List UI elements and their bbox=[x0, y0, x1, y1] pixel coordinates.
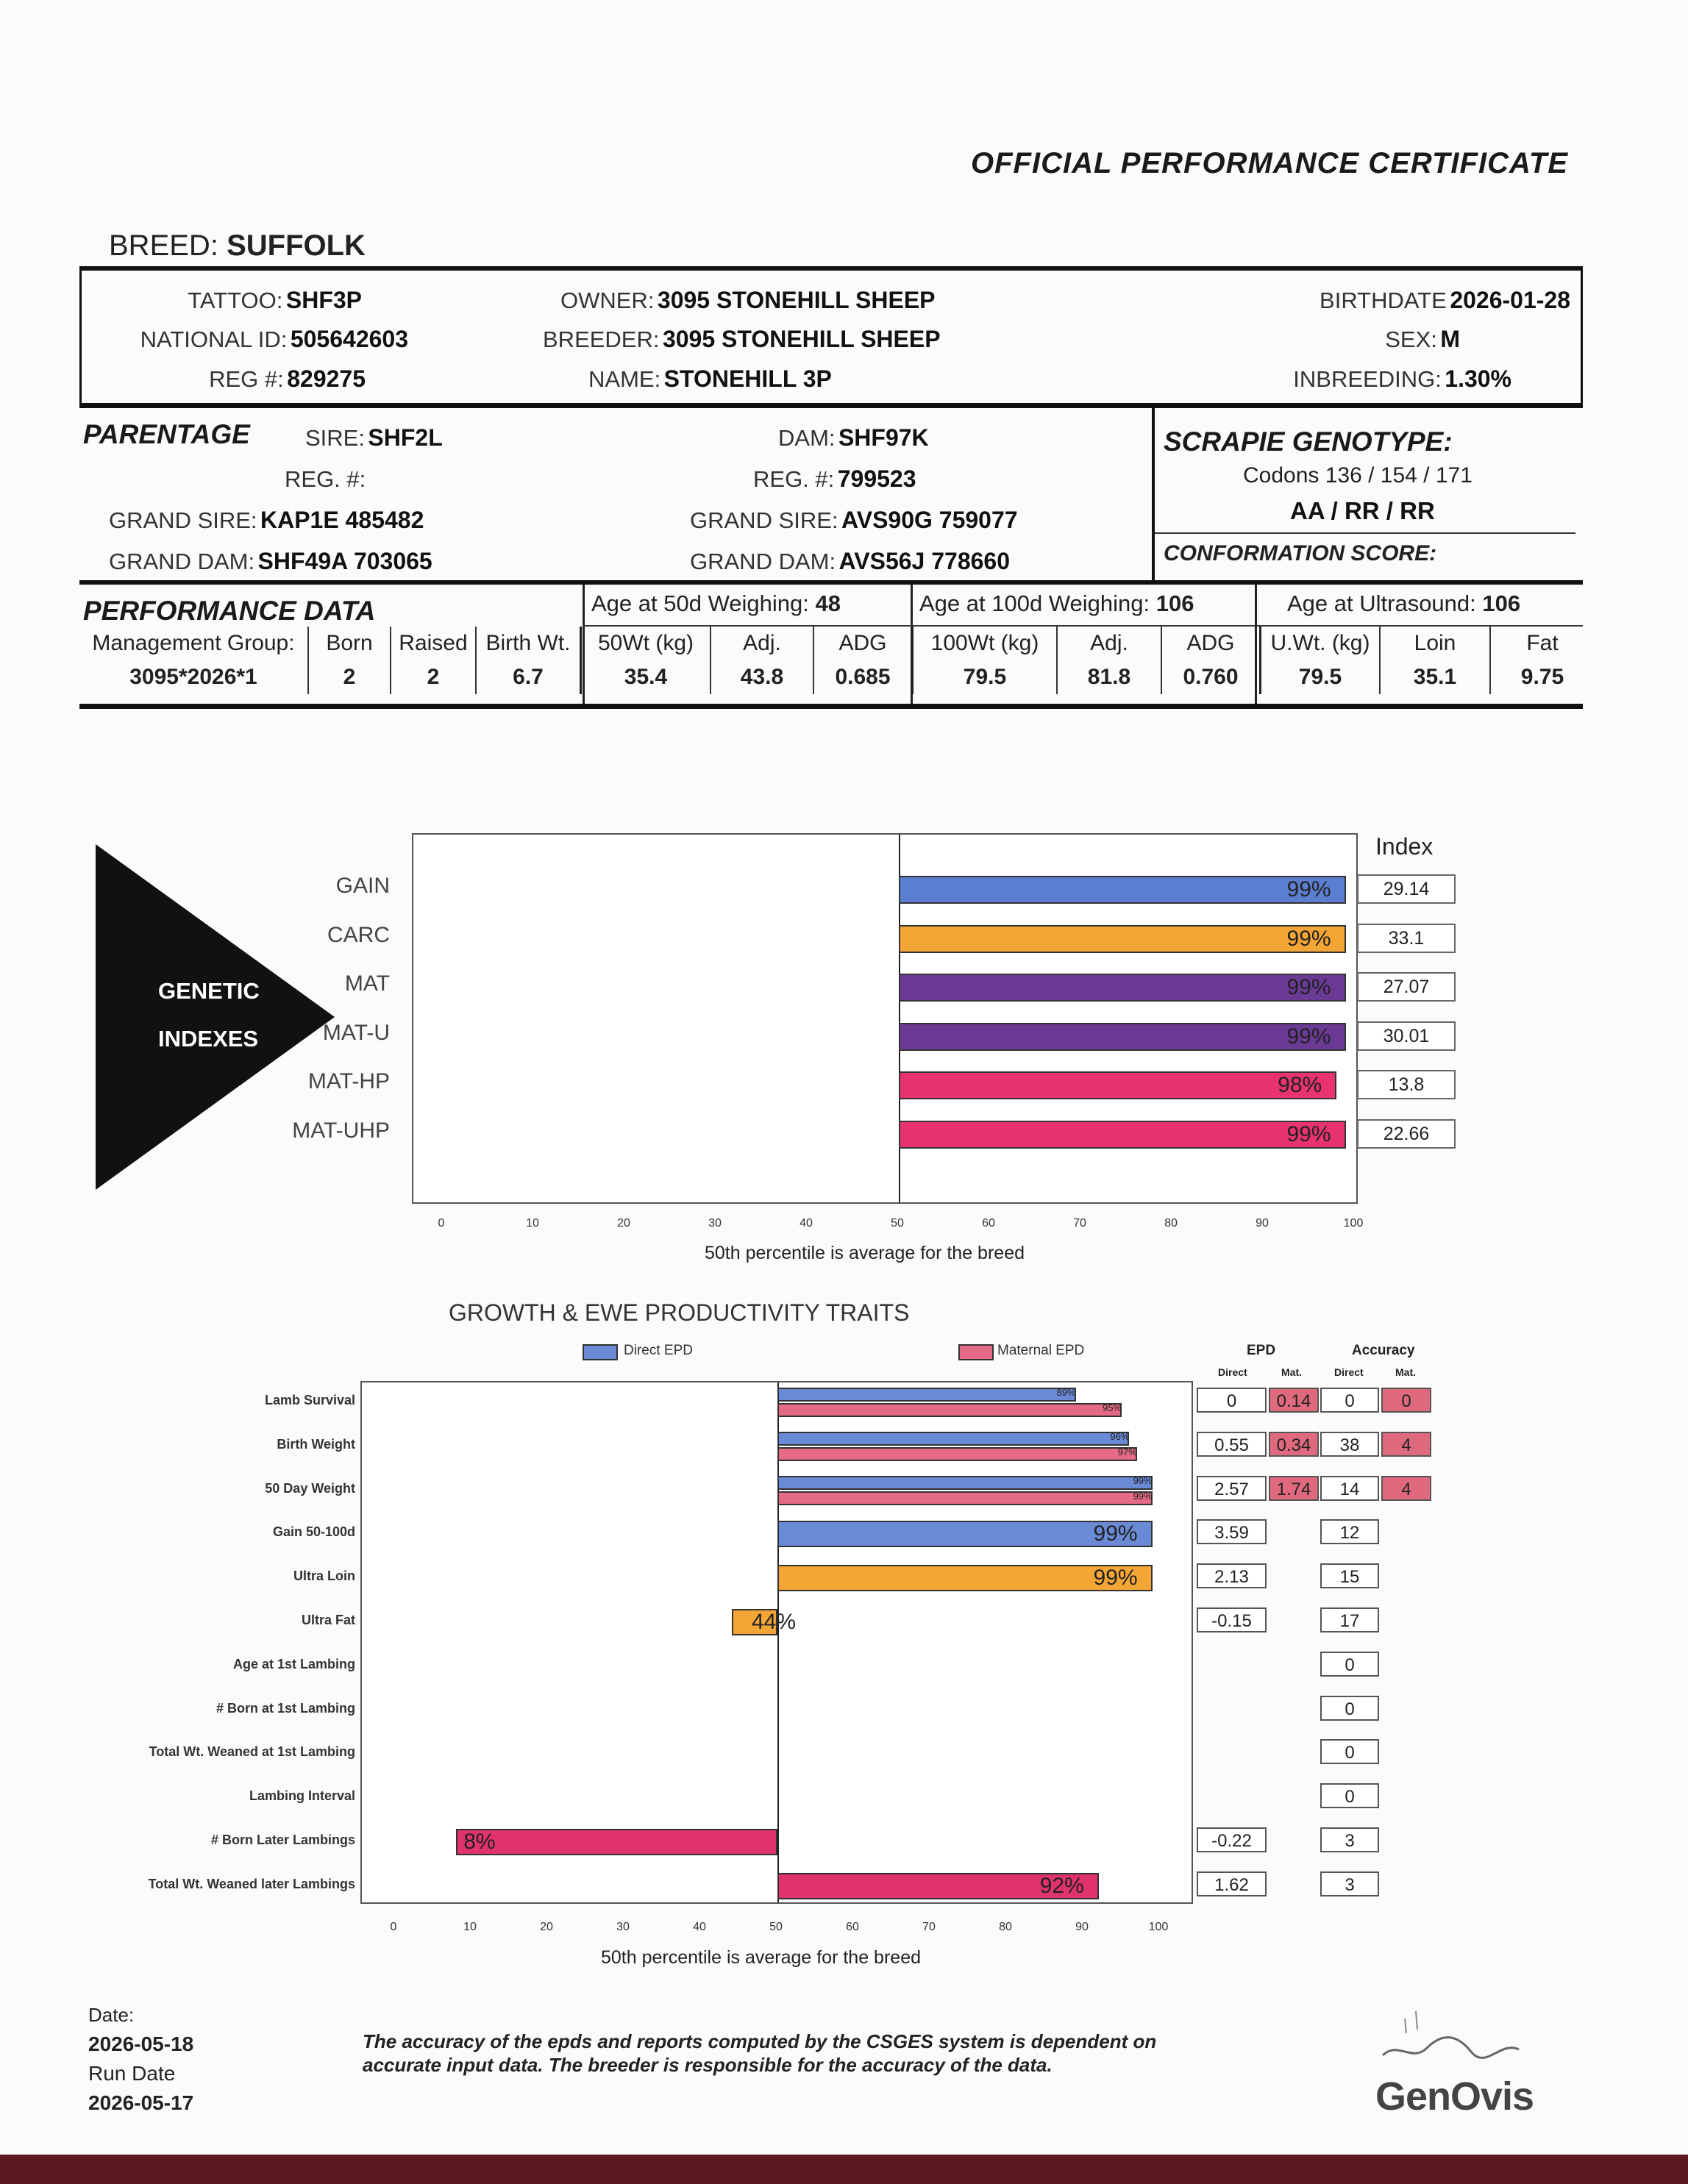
table-cell: 0.685 bbox=[813, 660, 913, 694]
badge-line2: INDEXES bbox=[158, 1026, 259, 1052]
x-tick-label: 20 bbox=[617, 1217, 630, 1230]
trait-label: Ultra Loin bbox=[293, 1569, 355, 1584]
table-cell: 2 bbox=[308, 660, 391, 694]
index-value: 30.01 bbox=[1357, 1021, 1456, 1051]
bottom-edge bbox=[0, 2155, 1688, 2184]
acc-maternal-cell: 4 bbox=[1381, 1476, 1431, 1501]
index-bar-label: 99% bbox=[1286, 1024, 1331, 1049]
x-tick-label: 90 bbox=[1075, 1921, 1089, 1933]
acc-direct-cell: 17 bbox=[1320, 1607, 1379, 1632]
acc-direct-cell: 0 bbox=[1320, 1783, 1379, 1808]
badge-line1: GENETIC bbox=[158, 978, 260, 1004]
growth-footnote: 50th percentile is average for the breed bbox=[601, 1947, 921, 1968]
trait-label: Birth Weight bbox=[277, 1436, 355, 1452]
table-header: 50Wt (kg) bbox=[581, 627, 711, 660]
index-value: 33.1 bbox=[1357, 924, 1456, 953]
trait-label: # Born at 1st Lambing bbox=[216, 1700, 355, 1716]
epd-direct-cell: 0.55 bbox=[1197, 1432, 1267, 1457]
table-header: Fat bbox=[1526, 631, 1559, 655]
direct-bar-label: 96% bbox=[1110, 1430, 1130, 1442]
left-border bbox=[79, 271, 82, 404]
x-tick-label: 80 bbox=[1164, 1217, 1178, 1230]
table-cell: 81.8 bbox=[1057, 660, 1161, 694]
table-cell: 79.5 bbox=[913, 660, 1058, 694]
parentage-title: PARENTAGE bbox=[83, 419, 250, 449]
maternal-bar-label: 95% bbox=[1102, 1402, 1122, 1413]
breed-line bbox=[109, 229, 366, 263]
scrapie-divider bbox=[1152, 408, 1155, 581]
x-tick-label: 60 bbox=[982, 1217, 995, 1230]
index-bar-label: 99% bbox=[1286, 1121, 1331, 1146]
sire-row: SIRE: SHF2L bbox=[305, 424, 443, 451]
national-id-row: NATIONAL ID: 505642603 bbox=[140, 326, 408, 352]
dates-block bbox=[88, 2000, 193, 2118]
owner-value: 3095 STONEHILL SHEEP bbox=[657, 287, 936, 313]
table-header: Raised bbox=[391, 627, 476, 660]
x-tick-label: 40 bbox=[800, 1217, 813, 1230]
index-bar-label: 99% bbox=[1286, 926, 1331, 951]
x-tick-label: 10 bbox=[526, 1217, 539, 1230]
dam-value: SHF97K bbox=[838, 424, 929, 451]
table-header: Born bbox=[308, 627, 391, 660]
table-cell: 9.75 bbox=[1520, 665, 1564, 689]
table-header: Management Group: bbox=[79, 627, 308, 660]
table-cell: 35.4 bbox=[581, 660, 711, 694]
x-tick-label: 80 bbox=[999, 1921, 1012, 1933]
growth-title: GROWTH & EWE PRODUCTIVITY TRAITS bbox=[449, 1299, 910, 1326]
growth-plot bbox=[362, 1382, 1192, 1902]
table-cell: 3095*2026*1 bbox=[79, 660, 308, 694]
x-tick-label: 10 bbox=[463, 1921, 477, 1933]
animal-rule bbox=[79, 403, 1583, 408]
trait-label: Ultra Fat bbox=[301, 1613, 355, 1627]
acc-maternal-cell: 4 bbox=[1381, 1432, 1431, 1457]
acc-direct-cell: 38 bbox=[1320, 1432, 1379, 1457]
sub-mat: Mat. bbox=[1281, 1366, 1302, 1378]
national-id-value: 505642603 bbox=[290, 326, 408, 352]
codons: Codons 136 / 154 / 171 bbox=[1243, 463, 1472, 488]
dam-grand-sire-row: GRAND SIRE: AVS90G 759077 bbox=[690, 507, 1018, 533]
x-tick-label: 70 bbox=[922, 1921, 936, 1933]
x-tick-label: 90 bbox=[1256, 1217, 1269, 1230]
name-value: STONEHILL 3P bbox=[663, 365, 832, 392]
table-header: Adj. bbox=[711, 627, 813, 660]
direct-bar-label: 8% bbox=[463, 1830, 496, 1854]
acc-direct-cell: 14 bbox=[1320, 1476, 1379, 1501]
index-value: 13.8 bbox=[1357, 1070, 1456, 1099]
direct-bar-label: 99% bbox=[1133, 1474, 1153, 1486]
performance-rule bbox=[79, 704, 1583, 709]
maternal-bar-label: 99% bbox=[1133, 1490, 1153, 1502]
acc-direct-cell: 3 bbox=[1320, 1871, 1379, 1896]
maternal-bar-label: 97% bbox=[1117, 1446, 1137, 1457]
age50-header: Age at 50d Weighing: 48 bbox=[591, 590, 841, 616]
breeder-value: 3095 STONEHILL SHEEP bbox=[662, 326, 941, 352]
index-bar-label: 99% bbox=[1286, 877, 1331, 902]
birthdate-row: BIRTHDATE 2026-01-28 bbox=[1320, 287, 1570, 313]
x-tick-label: 40 bbox=[693, 1921, 706, 1933]
trait-label: 50 Day Weight bbox=[265, 1480, 355, 1496]
sire-value: SHF2L bbox=[368, 424, 443, 451]
index-category: MAT-U bbox=[322, 1020, 390, 1045]
legend-direct: Direct EPD bbox=[624, 1343, 693, 1358]
certificate-title: OFFICIAL PERFORMANCE CERTIFICATE bbox=[971, 147, 1568, 179]
index-bar-label: 99% bbox=[1286, 975, 1331, 999]
dam-reg-row: REG. #: 799523 bbox=[753, 465, 916, 492]
conformation-rule bbox=[1155, 532, 1575, 534]
reg-row: REG #: 829275 bbox=[209, 365, 366, 392]
run-date-label: Run Date bbox=[88, 2062, 176, 2085]
acc-direct-cell: 0 bbox=[1320, 1696, 1379, 1721]
acc-direct-cell: 15 bbox=[1320, 1563, 1379, 1588]
breed-value: SUFFOLK bbox=[227, 229, 366, 262]
direct-bar-label: 99% bbox=[1093, 1566, 1138, 1591]
index-value: 22.66 bbox=[1357, 1119, 1456, 1149]
acc-direct-cell: 0 bbox=[1320, 1652, 1379, 1677]
x-tick-label: 0 bbox=[438, 1217, 445, 1230]
signature-mark bbox=[1375, 1996, 1530, 2085]
performance-value-row bbox=[79, 660, 1594, 694]
index-value: 29.14 bbox=[1357, 874, 1456, 904]
epd-direct-cell: -0.22 bbox=[1197, 1827, 1267, 1852]
epd-direct-cell: -0.15 bbox=[1197, 1607, 1267, 1632]
gi-footnote: 50th percentile is average for the breed bbox=[705, 1243, 1025, 1263]
direct-bar-label: 99% bbox=[1093, 1521, 1138, 1546]
table-header: ADG bbox=[1161, 627, 1261, 660]
ageus-header: Age at Ultrasound: 106 bbox=[1287, 590, 1521, 616]
trait-label: Gain 50-100d bbox=[272, 1524, 355, 1540]
index-category: MAT-UHP bbox=[292, 1118, 390, 1143]
index-header: Index bbox=[1375, 833, 1434, 860]
acc-direct-cell: 12 bbox=[1320, 1519, 1379, 1544]
epd-direct-cell: 3.59 bbox=[1197, 1519, 1267, 1544]
index-category: CARC bbox=[327, 922, 390, 947]
legend-maternal-swatch bbox=[958, 1344, 994, 1360]
table-cell: 43.8 bbox=[711, 660, 813, 694]
acc-maternal-cell: 0 bbox=[1381, 1388, 1431, 1413]
trait-label: Age at 1st Lambing bbox=[232, 1656, 355, 1671]
dam-row: DAM: SHF97K bbox=[778, 424, 929, 451]
table-header: ADG bbox=[813, 627, 913, 660]
genetic-index-plot bbox=[413, 835, 1356, 1202]
sire-grand-sire-row: GRAND SIRE: KAP1E 485482 bbox=[109, 507, 424, 533]
x-tick-label: 60 bbox=[846, 1921, 859, 1933]
x-tick-label: 50 bbox=[891, 1217, 904, 1230]
legend-direct-swatch bbox=[583, 1344, 618, 1360]
reg-value: 829275 bbox=[287, 365, 366, 392]
epd-maternal-cell: 0.14 bbox=[1269, 1388, 1319, 1413]
trait-label: Total Wt. Weaned at 1st Lambing bbox=[149, 1744, 355, 1760]
x-tick-label: 70 bbox=[1073, 1217, 1086, 1230]
table-header: 100Wt (kg) bbox=[913, 627, 1058, 660]
inbreeding-value: 1.30% bbox=[1445, 365, 1511, 392]
sire-grand-dam-row: GRAND DAM: SHF49A 703065 bbox=[109, 548, 432, 574]
legend-maternal: Maternal EPD bbox=[997, 1343, 1085, 1358]
table-cell: 6.7 bbox=[476, 660, 581, 694]
genovis-logo: GenOvis bbox=[1375, 2074, 1534, 2119]
epd-direct-cell: 2.13 bbox=[1197, 1563, 1267, 1588]
table-cell: 35.1 bbox=[1380, 660, 1490, 694]
acc-direct-cell: 0 bbox=[1320, 1388, 1379, 1413]
x-tick-label: 100 bbox=[1343, 1217, 1364, 1230]
x-tick-label: 30 bbox=[708, 1217, 722, 1230]
conformation-label: CONFORMATION SCORE: bbox=[1164, 541, 1437, 565]
epd-maternal-cell: 0.34 bbox=[1269, 1432, 1319, 1457]
epd-header: EPD bbox=[1247, 1343, 1276, 1358]
trait-label: Lamb Survival bbox=[264, 1393, 355, 1407]
sire-reg-row: REG. #: bbox=[285, 466, 366, 492]
table-cell: 79.5 bbox=[1261, 660, 1381, 694]
epd-maternal-cell: 1.74 bbox=[1269, 1476, 1319, 1501]
index-category: GAIN bbox=[335, 874, 390, 898]
index-bar-label: 98% bbox=[1278, 1073, 1322, 1097]
x-tick-label: 20 bbox=[540, 1921, 553, 1933]
epd-direct-cell: 0 bbox=[1197, 1388, 1267, 1413]
date-label: Date: bbox=[88, 2004, 135, 2026]
direct-bar-label: 92% bbox=[1039, 1873, 1084, 1898]
direct-bar-label: 89% bbox=[1056, 1387, 1076, 1398]
sex-row: SEX: M bbox=[1385, 326, 1460, 352]
name-row: NAME: STONEHILL 3P bbox=[588, 365, 832, 392]
sub-direct: Direct bbox=[1218, 1366, 1247, 1378]
index-category: MAT bbox=[344, 971, 390, 996]
sub-direct-acc: Direct bbox=[1334, 1366, 1364, 1378]
tattoo-row: TATTOO: SHF3P bbox=[188, 287, 362, 313]
dam-grand-dam-row: GRAND DAM: AVS56J 778660 bbox=[690, 548, 1011, 574]
table-header: Birth Wt. bbox=[476, 627, 581, 660]
birthdate-value: 2026-01-28 bbox=[1450, 287, 1570, 313]
accuracy-header: Accuracy bbox=[1352, 1343, 1415, 1358]
right-border bbox=[1581, 271, 1583, 404]
tattoo-value: SHF3P bbox=[285, 287, 362, 313]
x-tick-label: 100 bbox=[1148, 1921, 1169, 1933]
sub-mat-acc: Mat. bbox=[1395, 1366, 1416, 1378]
index-category: MAT-HP bbox=[307, 1069, 390, 1093]
performance-title: PERFORMANCE DATA bbox=[83, 596, 376, 626]
table-header: Loin bbox=[1380, 627, 1490, 660]
genetic-index-chart bbox=[412, 833, 1358, 1204]
trait-label: Total Wt. Weaned later Lambings bbox=[148, 1876, 355, 1891]
trait-label: # Born Later Lambings bbox=[210, 1833, 355, 1847]
table-header: U.Wt. (kg) bbox=[1261, 627, 1381, 660]
inbreeding-row: INBREEDING: 1.30% bbox=[1293, 365, 1511, 392]
epd-direct-cell: 2.57 bbox=[1197, 1476, 1267, 1501]
table-cell: 0.760 bbox=[1161, 660, 1261, 694]
run-date-value: 2026-05-17 bbox=[88, 2091, 194, 2114]
owner-row: OWNER: 3095 STONEHILL SHEEP bbox=[560, 287, 936, 313]
trait-label: Lambing Interval bbox=[249, 1788, 355, 1804]
index-value: 27.07 bbox=[1357, 972, 1456, 1002]
accuracy-note: The accuracy of the epds and reports computed by the CSGES system is dependent on accurate input data. The breeder is responsible for the accuracy of the data. bbox=[363, 2030, 1157, 2076]
age100-header: Age at 100d Weighing: 106 bbox=[919, 590, 1194, 616]
acc-direct-cell: 3 bbox=[1320, 1827, 1379, 1852]
acc-direct-cell: 0 bbox=[1320, 1739, 1379, 1764]
sex-value: M bbox=[1440, 326, 1460, 352]
date-value: 2026-05-18 bbox=[88, 2033, 194, 2055]
epd-direct-cell: 1.62 bbox=[1197, 1871, 1267, 1896]
parentage-rule bbox=[79, 580, 1583, 585]
x-tick-label: 30 bbox=[616, 1921, 630, 1933]
header-rule bbox=[79, 266, 1583, 271]
breed-label: BREED: bbox=[109, 229, 218, 262]
scrapie-title: SCRAPIE GENOTYPE: bbox=[1164, 427, 1453, 457]
growth-chart bbox=[360, 1381, 1193, 1904]
direct-bar-label: 44% bbox=[752, 1610, 797, 1634]
table-cell: 2 bbox=[391, 660, 476, 694]
x-tick-label: 0 bbox=[390, 1921, 397, 1933]
x-tick-label: 50 bbox=[769, 1921, 783, 1933]
breeder-row: BREEDER: 3095 STONEHILL SHEEP bbox=[543, 326, 941, 352]
table-header: Adj. bbox=[1057, 627, 1161, 660]
performance-table bbox=[79, 627, 1594, 694]
scrapie-genotype: AA / RR / RR bbox=[1290, 497, 1435, 524]
performance-header-row bbox=[79, 627, 1594, 660]
